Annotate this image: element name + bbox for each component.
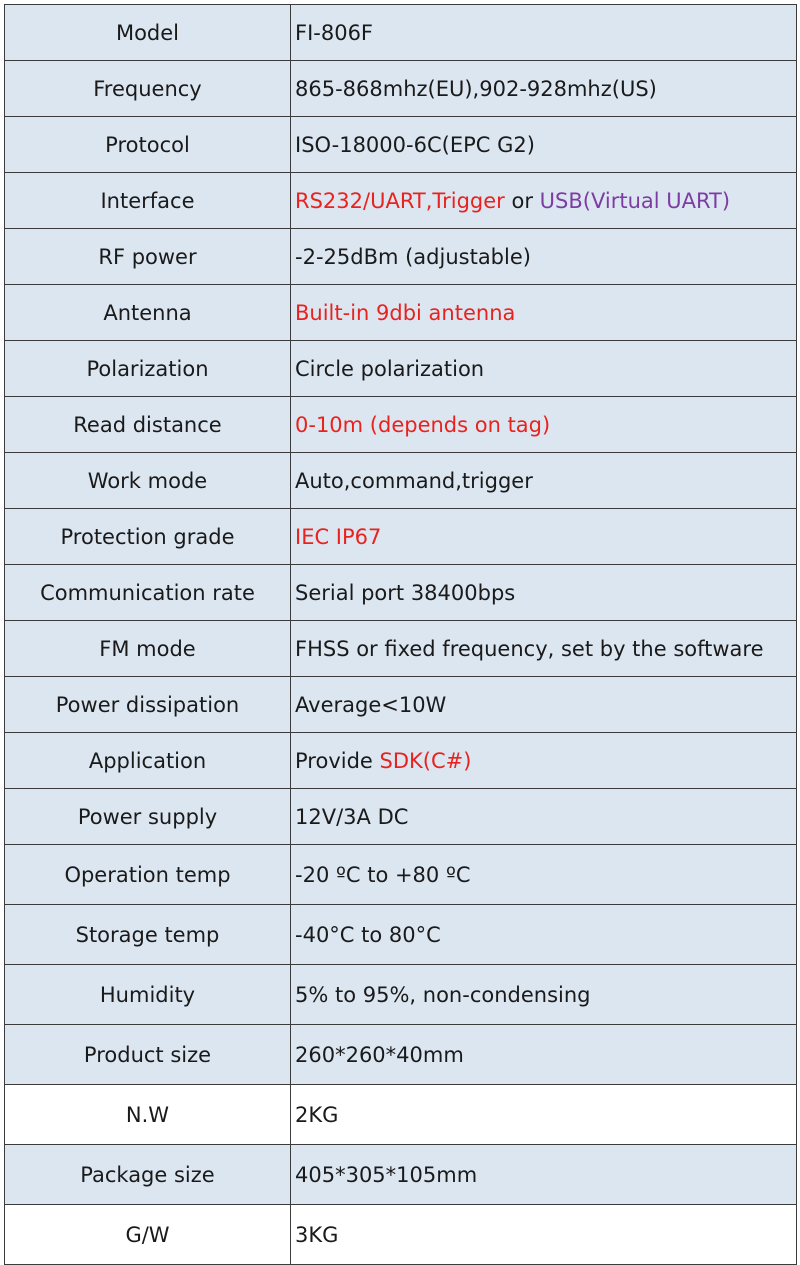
spec-value: FI-806F <box>291 5 797 61</box>
spec-label: Humidity <box>5 965 291 1025</box>
spec-row-rf-power <box>5 229 797 285</box>
spec-label: Antenna <box>5 285 291 341</box>
spec-value: Auto,command,trigger <box>291 453 797 509</box>
spec-row-fm-mode <box>5 621 797 677</box>
spec-label: Communication rate <box>5 565 291 621</box>
spec-row-gross-weight <box>5 1205 797 1265</box>
spec-row-polarization <box>5 341 797 397</box>
spec-value: 865-868mhz(EU),902-928mhz(US) <box>291 61 797 117</box>
spec-label: Polarization <box>5 341 291 397</box>
spec-row-storage-temp <box>5 905 797 965</box>
spec-label: Power dissipation <box>5 677 291 733</box>
spec-label: Operation temp <box>5 845 291 905</box>
interface-serial-text: RS232/UART,Trigger <box>295 188 505 213</box>
spec-row-net-weight <box>5 1085 797 1145</box>
spec-value: 5% to 95%, non-condensing <box>291 965 797 1025</box>
spec-label: N.W <box>5 1085 291 1145</box>
spec-value: ISO-18000-6C(EPC G2) <box>291 117 797 173</box>
spec-row-model <box>5 5 797 61</box>
spec-label: FM mode <box>5 621 291 677</box>
spec-value: FHSS or fixed frequency, set by the software <box>291 621 797 677</box>
spec-row-communication-rate <box>5 565 797 621</box>
spec-row-humidity <box>5 965 797 1025</box>
spec-value <box>291 733 797 789</box>
spec-label: Read distance <box>5 397 291 453</box>
spec-row-package-size <box>5 1145 797 1205</box>
spec-value: IEC IP67 <box>291 509 797 565</box>
application-sdk-text: SDK(C#) <box>379 748 472 773</box>
spec-value: Average<10W <box>291 677 797 733</box>
spec-label: G/W <box>5 1205 291 1265</box>
spec-value: 12V/3A DC <box>291 789 797 845</box>
spec-row-product-size <box>5 1025 797 1085</box>
spec-label: Protocol <box>5 117 291 173</box>
spec-label: Frequency <box>5 61 291 117</box>
spec-label: Storage temp <box>5 905 291 965</box>
spec-value: Serial port 38400bps <box>291 565 797 621</box>
spec-label: Power supply <box>5 789 291 845</box>
spec-value: 0-10m (depends on tag) <box>291 397 797 453</box>
spec-row-antenna <box>5 285 797 341</box>
spec-value: Circle polarization <box>291 341 797 397</box>
spec-row-frequency <box>5 61 797 117</box>
spec-value: -20 ºC to +80 ºC <box>291 845 797 905</box>
spec-label: Work mode <box>5 453 291 509</box>
spec-table <box>4 4 797 1265</box>
spec-row-power-dissipation <box>5 677 797 733</box>
spec-label: Model <box>5 5 291 61</box>
spec-label: Interface <box>5 173 291 229</box>
spec-label: RF power <box>5 229 291 285</box>
application-provide-text: Provide <box>295 748 380 773</box>
spec-label: Protection grade <box>5 509 291 565</box>
spec-value: Built-in 9dbi antenna <box>291 285 797 341</box>
spec-row-application <box>5 733 797 789</box>
interface-usb-text: USB(Virtual UART) <box>539 188 731 213</box>
spec-label: Package size <box>5 1145 291 1205</box>
spec-row-protection-grade <box>5 509 797 565</box>
spec-value: 260*260*40mm <box>291 1025 797 1085</box>
spec-row-protocol <box>5 117 797 173</box>
spec-value: 405*305*105mm <box>291 1145 797 1205</box>
spec-value <box>291 173 797 229</box>
spec-value: -2-25dBm (adjustable) <box>291 229 797 285</box>
interface-or-text: or <box>504 188 540 213</box>
spec-label: Product size <box>5 1025 291 1085</box>
spec-row-power-supply <box>5 789 797 845</box>
spec-value: 2KG <box>291 1085 797 1145</box>
spec-value: 3KG <box>291 1205 797 1265</box>
spec-row-read-distance <box>5 397 797 453</box>
spec-row-operation-temp <box>5 845 797 905</box>
spec-row-interface <box>5 173 797 229</box>
spec-label: Application <box>5 733 291 789</box>
spec-value: -40°C to 80°C <box>291 905 797 965</box>
spec-row-work-mode <box>5 453 797 509</box>
